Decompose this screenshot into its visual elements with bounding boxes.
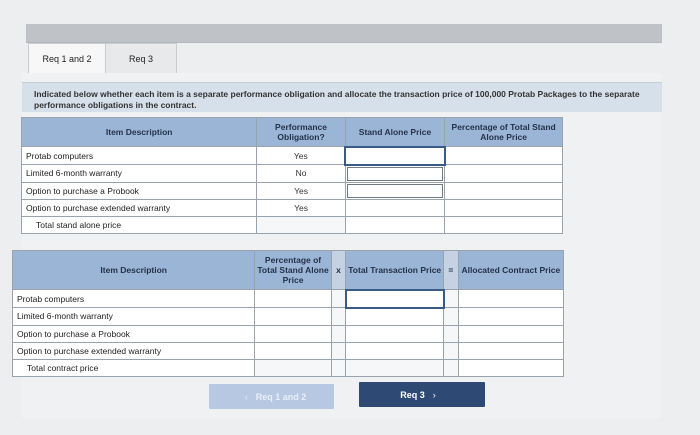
transaction-price-input[interactable] [346,308,444,326]
table-row [13,308,564,326]
total-label: Total contract price [13,359,255,376]
row-label: Limited 6-month warranty [13,308,255,326]
table-row [22,165,563,183]
spacer-cell [444,290,459,308]
performance-obligation-table [21,117,563,234]
next-button-label: Req 3 [400,389,425,400]
prev-button[interactable] [209,384,334,409]
performance-obligation-value: Yes [257,199,345,216]
next-button[interactable] [359,382,485,407]
spacer-cell [331,342,346,359]
row-label: Limited 6-month warranty [22,165,257,183]
spacer-cell [331,325,346,342]
prev-button-label: Req 1 and 2 [255,391,307,402]
chevron-right-icon: › [432,389,436,400]
row-label: Option to purchase extended warranty [13,342,255,359]
top-strip [26,24,662,43]
row-label: Option to purchase extended warranty [22,199,257,216]
performance-obligation-value: Yes [257,147,345,165]
transaction-price-input[interactable] [346,290,444,308]
percentage-input[interactable] [255,342,331,359]
tab-req-3[interactable]: Req 3 [105,43,177,74]
performance-obligation-value: No [257,165,345,183]
chevron-left-icon: ‹ [244,391,248,402]
stand-alone-price-input[interactable] [345,165,445,183]
spacer-cell [444,359,459,376]
percentage-input[interactable] [445,182,563,199]
row-label: Protab computers [22,147,257,165]
col-header-allocated-contract-price: Allocated Contract Price [458,251,563,290]
stand-alone-price-input[interactable] [345,182,445,199]
total-stand-alone-input[interactable] [345,216,445,233]
row-label: Option to purchase a Probook [13,325,255,342]
spacer-cell [444,308,459,326]
row-label: Protab computers [13,290,255,308]
percentage-input[interactable] [255,325,331,342]
transaction-price-input[interactable] [346,325,444,342]
row-label: Option to purchase a Probook [22,182,257,199]
allocated-price-input[interactable] [458,308,563,326]
times-symbol: x [331,251,346,290]
col-header-percentage-total: Percentage of Total Stand Alone Price [255,251,331,290]
total-contract-price-input[interactable] [458,359,563,376]
spacer-cell [331,290,346,308]
table-row [13,290,564,308]
table-row [13,342,564,359]
spacer-cell [444,325,459,342]
blank-cell [255,359,331,376]
equals-symbol: = [444,251,459,290]
total-label: Total stand alone price [22,216,257,233]
allocated-price-input[interactable] [458,325,563,342]
allocated-price-input[interactable] [458,290,563,308]
col-header-percentage-total: Percentage of Total Stand Alone Price [445,118,563,147]
spacer-cell [331,308,346,326]
performance-obligation-value: Yes [257,182,345,199]
col-header-total-transaction-price: Total Transaction Price [346,251,444,290]
col-header-stand-alone-price: Stand Alone Price [345,118,445,147]
col-header-performance-obligation: Performance Obligation? [257,118,345,147]
table-row-total [22,216,563,233]
table-row [22,147,563,165]
total-percentage-input[interactable] [445,216,563,233]
percentage-input[interactable] [445,199,563,216]
table-row [22,182,563,199]
table-row-total [13,359,564,376]
stand-alone-price-input[interactable] [345,147,445,165]
table-row [22,199,563,216]
percentage-input[interactable] [255,290,331,308]
stand-alone-price-input[interactable] [345,199,445,216]
col-header-item-description: Item Description [22,118,257,147]
tab-req-1-and-2[interactable]: Req 1 and 2 [28,43,106,74]
blank-cell [257,216,345,233]
percentage-input[interactable] [255,308,331,326]
percentage-input[interactable] [445,165,563,183]
table-row [13,325,564,342]
percentage-input[interactable] [445,147,563,165]
instruction-text: Indicated below whether each item is a separate performance obligation and allocate the transaction price of 100,000 Protab Packages to the separate performance obligations in the contract. [22,82,662,112]
spacer-cell [444,342,459,359]
allocated-price-input[interactable] [458,342,563,359]
allocation-table [12,250,564,377]
transaction-price-input[interactable] [346,342,444,359]
blank-cell [346,359,444,376]
col-header-item-description: Item Description [13,251,255,290]
spacer-cell [331,359,346,376]
